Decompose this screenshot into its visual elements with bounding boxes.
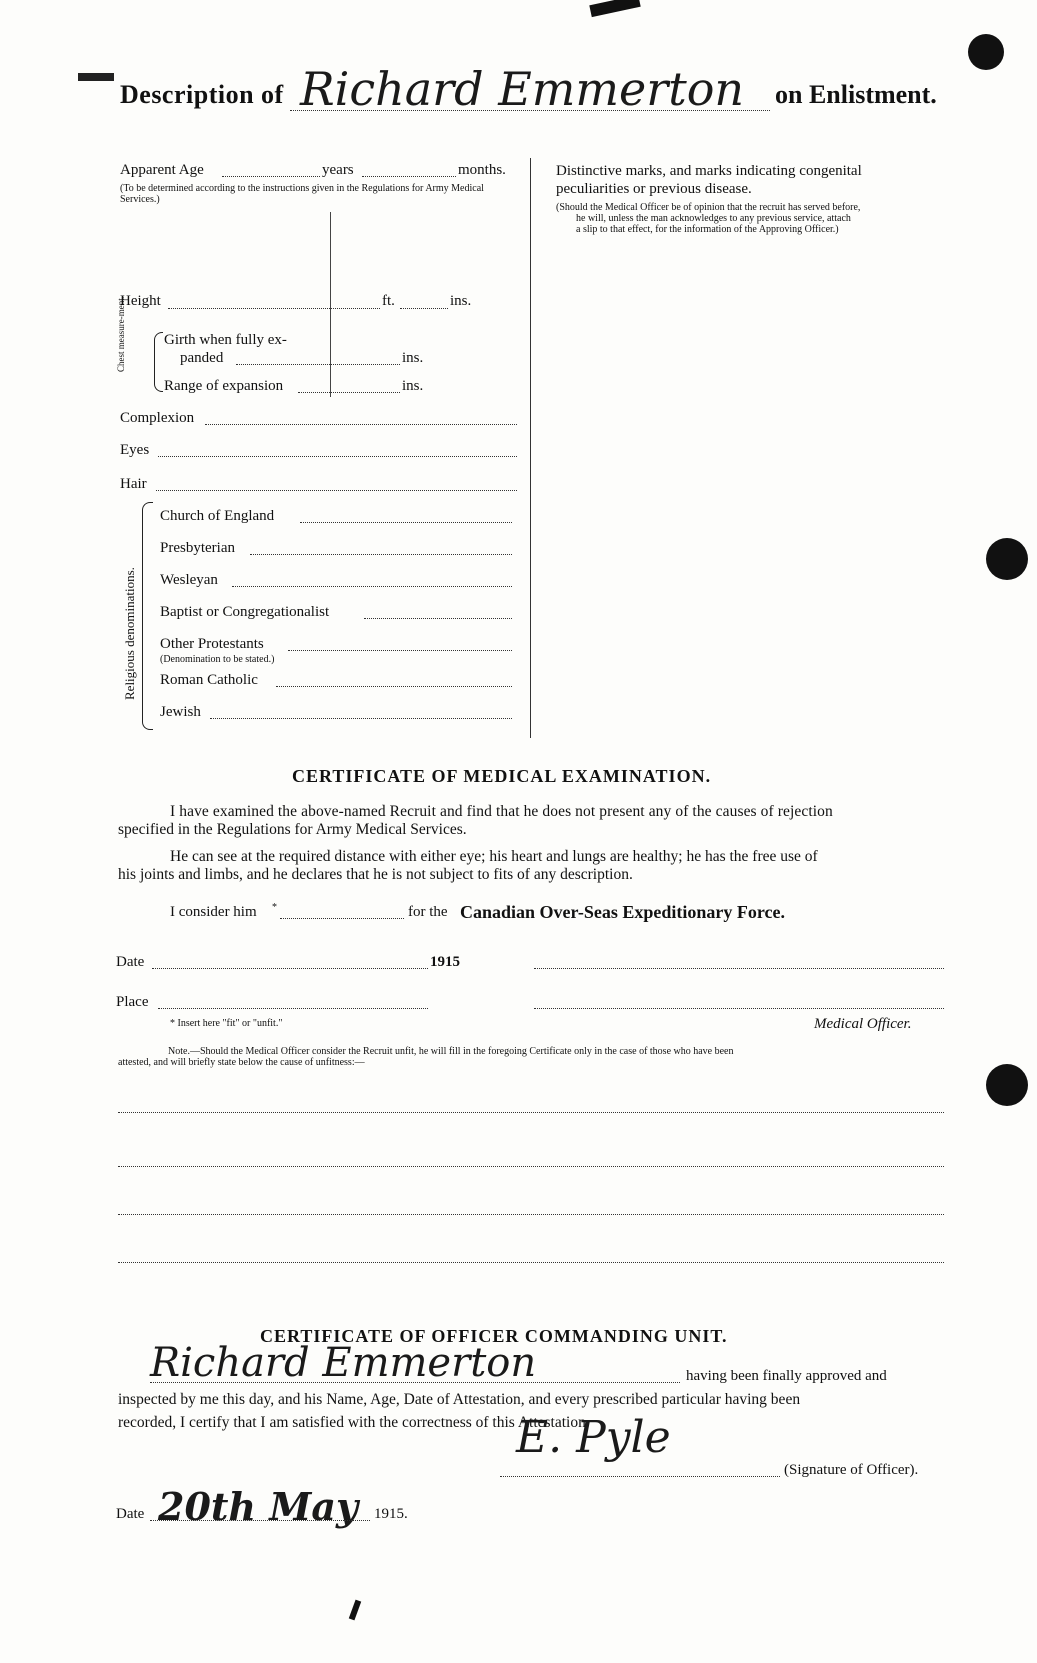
age-years-dots [222,176,320,177]
commanding-name-dots [150,1382,680,1383]
header-prefix: Description of [120,80,284,109]
consider-dots [280,918,404,919]
commanding-date-label: Date [116,1506,145,1522]
height-ins-dots [400,308,448,309]
chest-label: Chest measure-ment. [116,296,126,372]
commanding-date-dots [150,1520,370,1521]
religion-presbyterian: Presbyterian [160,540,235,556]
height-label: Height [120,293,161,309]
medical-sign-dots-2 [534,1008,944,1009]
medical-title: CERTIFICATE OF MEDICAL EXAMINATION. [292,766,712,786]
range-unit: ins. [402,378,424,394]
range-dots [298,392,400,393]
eyes-dots [158,456,517,457]
religion-dots-0 [300,522,512,523]
note-line-a: Note.—Should the Medical Officer consider the Recruit unfit, he will fill in the foregoing Certificate only in the case of those who have been [168,1046,734,1057]
marks-note-3: a slip to that effect, for the information of the Approving Officer.) [576,224,839,235]
years-label: years [322,162,354,178]
medical-date-label: Date [116,954,145,970]
commanding-line-1: having been finally approved and [686,1368,887,1384]
religion-dots-3 [364,618,512,619]
commanding-date-handwritten: 20th May [158,1484,359,1529]
consider-prefix: I consider him [170,904,257,920]
girth-dots [236,364,400,365]
commanding-title: CERTIFICATE OF OFFICER COMMANDING UNIT. [260,1326,728,1346]
religion-dots-5 [276,686,512,687]
age-months-dots [362,176,456,177]
religion-dots-2 [232,586,512,587]
unfitness-line-4 [118,1262,944,1263]
months-label: months. [458,162,506,178]
medical-para2-b: his joints and limbs, and he declares that he is not subject to fits of any description. [118,866,633,883]
column-divider [530,158,531,738]
chest-brace [154,332,163,392]
religion-baptist: Baptist or Congregationalist [160,604,330,620]
medical-sign-dots-1 [534,968,944,969]
complexion-label: Complexion [120,410,195,426]
unfitness-line-1 [118,1112,944,1113]
commanding-name-handwritten: Richard Emmerton [150,1340,537,1386]
commanding-line-3: recorded, I certify that I am satisfied with the correctness of this Attestation. [118,1414,590,1431]
religion-other-note: (Denomination to be stated.) [160,654,275,665]
unfitness-line-3 [118,1214,944,1215]
height-ins-label: ins. [450,293,472,309]
officer-signature: E. Pyle [516,1412,671,1463]
medical-date-dots [152,968,428,969]
commanding-date-year: 1915. [374,1506,408,1522]
age-note: (To be determined according to the instructions given in the Regulations for Army Medical Services.) [120,183,484,205]
medical-place-dots [158,1008,428,1009]
measure-divider [330,212,331,397]
religion-brace [142,502,153,730]
religion-jewish: Jewish [160,704,201,720]
age-label: Apparent Age [120,162,204,178]
religion-side-label: Religious denominations. [122,567,137,700]
marks-label-1: Distinctive marks, and marks indicating congenital [556,163,862,179]
eyes-label: Eyes [120,442,150,458]
marks-note-2: he will, unless the man acknowledges to any previous service, attach [576,213,851,224]
ink-mark [349,1600,361,1621]
medical-date-year: 1915 [430,954,460,970]
medical-officer-label: Medical Officer. [814,1016,912,1032]
punch-hole-lower [986,1064,1028,1106]
religion-other-protestants: Other Protestants [160,636,264,652]
religion-dots-6 [210,718,512,719]
religion-church-of-england: Church of England [160,508,275,524]
force-name: Canadian Over-Seas Expeditionary Force. [460,902,785,922]
girth-label-1: Girth when fully ex- [164,332,287,348]
marks-label-2: peculiarities or previous disease. [556,181,752,197]
recruit-name-handwritten: Richard Emmerton [300,62,745,116]
consider-suffix: for the [408,904,448,920]
marks-note-1: (Should the Medical Officer be of opinion that the recruit has served before, [556,202,861,213]
height-ft-dots [168,308,380,309]
insert-note: * Insert here "fit" or "unfit." [170,1018,283,1029]
religion-dots-1 [250,554,512,555]
girth-unit: ins. [402,350,424,366]
consider-asterisk: * [272,902,277,913]
commanding-line-2: inspected by me this day, and his Name, Age, Date of Attestation, and every prescribed particular having been [118,1391,801,1408]
header-underline [290,110,770,111]
hair-dots [156,490,517,491]
unfitness-line-2 [118,1166,944,1167]
margin-mark [78,73,114,81]
header-suffix: on Enlistment. [775,80,937,109]
corner-mark [589,0,640,17]
signature-dots [500,1476,780,1477]
punch-hole-middle [986,538,1028,580]
complexion-dots [205,424,517,425]
girth-label-2: panded [180,350,224,366]
medical-para1-b: specified in the Regulations for Army Medical Services. [118,821,467,838]
religion-dots-4 [288,650,512,651]
signature-label: (Signature of Officer). [784,1462,919,1478]
medical-para2-a: He can see at the required distance with either eye; his heart and lungs are healthy; he has the free use of [170,848,818,865]
medical-place-label: Place [116,994,149,1010]
hair-label: Hair [120,476,147,492]
religion-wesleyan: Wesleyan [160,572,218,588]
punch-hole-top [968,34,1004,70]
medical-para1-a: I have examined the above-named Recruit and find that he does not present any of the causes of rejection [170,803,833,820]
range-label: Range of expansion [164,378,284,394]
religion-roman-catholic: Roman Catholic [160,672,258,688]
note-line-b: attested, and will briefly state below the cause of unfitness:— [118,1057,365,1068]
ft-label: ft. [382,293,395,309]
